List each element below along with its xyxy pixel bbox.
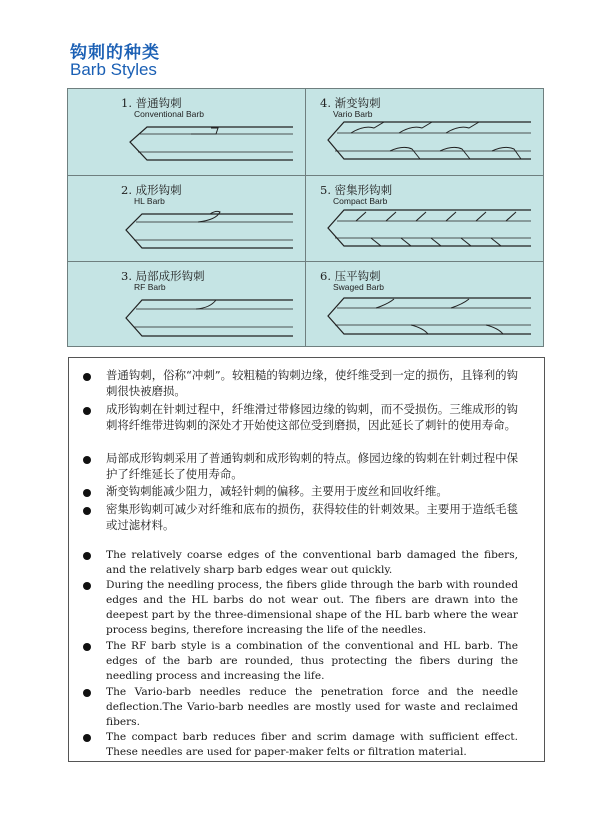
- bullet-icon: [83, 552, 91, 560]
- hl-barb-needle-drawing: [68, 176, 305, 262]
- description-en-text: The compact barb reduces fiber and scrim damage with sufficient effect. These needles are used for paper-maker felts or filtration material.: [106, 731, 518, 758]
- bullet-icon: [83, 489, 91, 497]
- barb-label-cn: 5. 密集形钩刺: [320, 183, 393, 197]
- bullet-icon: [83, 507, 91, 515]
- bullet-icon: [83, 689, 91, 697]
- bullet-icon: [83, 582, 91, 590]
- barb-label-en: Swaged Barb: [333, 282, 385, 292]
- vario-barb-needle-drawing: [306, 89, 543, 175]
- barb-cell-vario: [306, 89, 543, 175]
- bullet-icon: [83, 734, 91, 742]
- description-cn-text: 成形钩刺在针刺过程中，纤维滑过带修园边缘的钩刺，而不受损伤。三维成形的钩刺将纤维带进钩刺的深处才开始使这部位受到磨损，因此延长了刺针的使用寿命。: [106, 402, 518, 432]
- barb-label-en: Vario Barb: [333, 109, 373, 119]
- barb-label-cn: 4. 渐变钩刺: [320, 96, 381, 110]
- description-en-text: The relatively coarse edges of the conventional barb damaged the fibers, and the relatively sharp barb edges wear out quickly.: [106, 549, 518, 576]
- barb-label-cn: 6. 压平钩刺: [320, 269, 381, 283]
- page-title-en: Barb Styles: [70, 60, 157, 79]
- description-en-text: During the needling process, the fibers glide through the barb with rounded edges and the HL barbs do not wear out. The fibers are drawn into the deepest part by the three-dimensional shape of the HL barb where the wear process begins, therefore increasing the life of the needles.: [106, 579, 518, 636]
- rf-barb-needle-drawing: [68, 262, 305, 348]
- barb-label-en: HL Barb: [134, 196, 165, 206]
- barb-label-en: Compact Barb: [333, 196, 388, 206]
- barb-cell-conventional: [68, 89, 305, 175]
- description-en-text: The Vario-barb needles reduce the penetration force and the needle deflection.The Vario-barb needles are mostly used for waste and reclaimed fibers.: [106, 686, 518, 728]
- bullet-icon: [83, 643, 91, 651]
- bullet-icon: [83, 373, 91, 381]
- description-cn-text: 普通钩刺，俗称“冲刺”。较粗糙的钩刺边缘，使纤维受到一定的损伤，且锋利的钩刺很快被磨损。: [106, 368, 518, 398]
- barb-label-cn: 1. 普通钩刺: [121, 96, 182, 110]
- page-title-cn: 钩刺的种类: [70, 43, 160, 63]
- barb-cell-hl: [68, 176, 305, 262]
- swaged-barb-needle-drawing: [306, 262, 543, 348]
- description-cn-text: 渐变钩刺能减少阻力，减轻针刺的偏移。主要用于废丝和回收纤维。: [106, 484, 448, 498]
- barb-label-cn: 3. 局部成形钩刺: [121, 269, 205, 283]
- barb-cell-rf: [68, 262, 305, 348]
- barb-styles-diagram-panel: [67, 88, 544, 347]
- barb-cell-compact: [306, 176, 543, 262]
- barb-cell-swaged: [306, 262, 543, 348]
- bullet-icon: [83, 407, 91, 415]
- description-cn-text: 密集形钩刺可减少对纤维和底布的损伤，获得较佳的针刺效果。主要用于造纸毛毯或过滤材料。: [106, 502, 518, 532]
- barb-label-en: RF Barb: [134, 282, 166, 292]
- barb-label-en: Conventional Barb: [134, 109, 204, 119]
- description-en-text: The RF barb style is a combination of the conventional and HL barb. The edges of the barb are rounded, thus protecting the fibers during the needling process and increasing the life.: [106, 640, 518, 682]
- barb-label-cn: 2. 成形钩刺: [121, 183, 182, 197]
- barb-description-box: [68, 357, 545, 762]
- compact-barb-needle-drawing: [306, 176, 543, 262]
- bullet-icon: [83, 456, 91, 464]
- conventional-barb-needle-drawing: [68, 89, 305, 175]
- description-cn-text: 局部成形钩刺采用了普通钩刺和成形钩刺的特点。修园边缘的钩刺在针刺过程中保护了纤维延长了使用寿命。: [106, 451, 518, 481]
